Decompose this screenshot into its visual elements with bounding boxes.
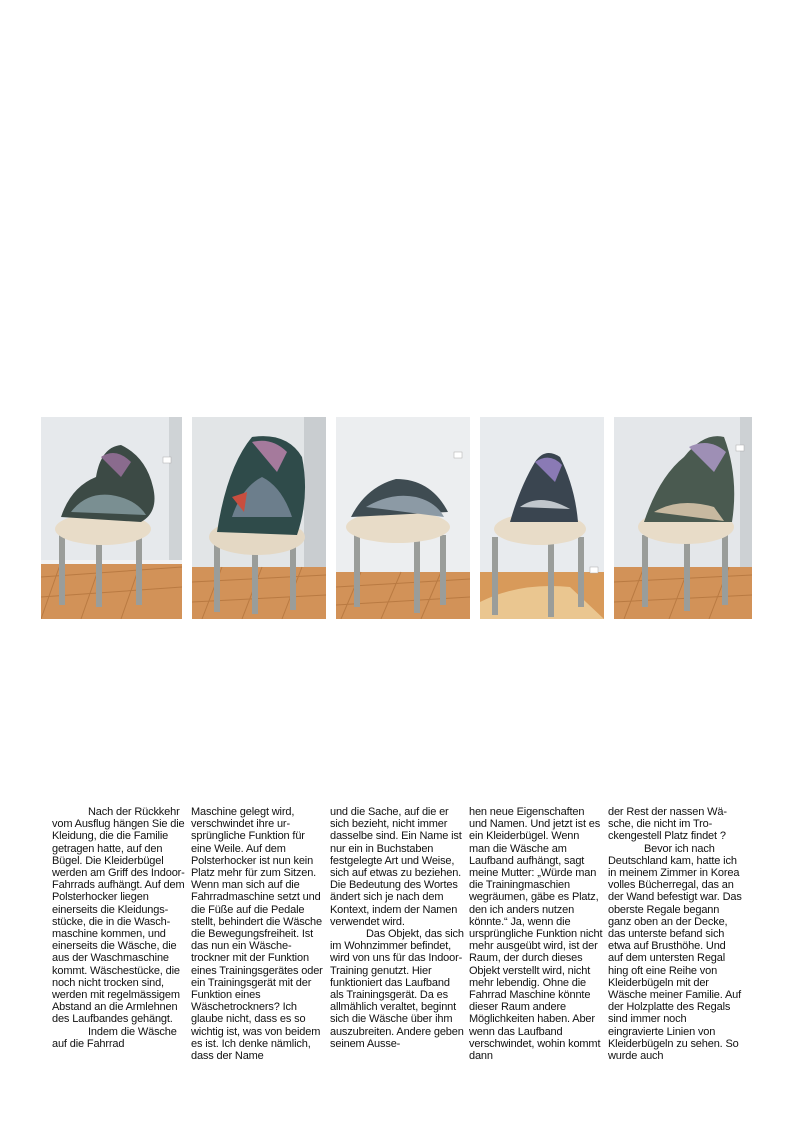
paragraph: hen neue Eigenschaften und Namen. Und jetzt ist es ein Kleiderbügel. Wenn man die Wäsche am Laufband aufhängt, sagt meine Mutter: „Würde man die Trainingmaschien wegräumen, gäbe es Platz, den ich anders nutzen könnte.“ Ja, wenn die ursprüngliche Funktion nicht mehr ausgeübt wird, ist der Raum, der durch dieses Objekt verstellt wird, nicht mehr lebendig. Ohne die Fahrrad Maschine könnte dieser Raum andere Möglichkeiten haben. Aber wenn das Laufband verschwindet, wohin kommt dann: [469, 806, 603, 1063]
photo-4: [480, 417, 604, 619]
text-column-2: [191, 806, 325, 1062]
paragraph: Nach der Rückkehr vom Ausflug hängen Sie die Kleidung, die die Familie getragen hatte, auf den Bügel. Die Kleiderbügel werden am Griff des Indoor-Fahrrads aufhängt. Auf dem Polsterhocker liegen einerseits die Kleidungsstücke, die in die Waschmaschine kommen, und einerseits die Wäsche, die aus der Waschmaschine kommt. Wäschestücke, die noch nicht trocken sind, werden mit regelmässigem Abstand an die Armlehnen des Laufbandes gehängt.: [52, 806, 185, 1026]
photo-5: [614, 417, 752, 619]
paragraph: Indem die Wäsche auf die Fahrrad: [52, 1025, 177, 1050]
photo-3: [336, 417, 470, 619]
photo-1: [41, 417, 182, 619]
text-column-3: [330, 806, 464, 1050]
text-column-4: [469, 806, 603, 1062]
paragraph: Maschine gelegt wird, verschwindet ihre ursprüngliche Funktion für eine Weile. Auf dem Polsterhocker ist nun kein Platz mehr für zum Sitzen. Wenn man sich auf die Fahrradmaschine setzt und die Füße auf die Pedale stellt, behindert die Wäsche die Bewegungsfreiheit. Ist das nun ein Wäschetrockner mit der Funktion eines Trainingsgerätes oder ein Trainingsgerät mit der Funktion eines Wäschetrockners? Ich glaube nicht, dass es so wichtig ist, was von beidem es ist. Ich denke nämlich, dass der Name: [191, 806, 323, 1063]
paragraph: Bevor ich nach Deutschland kam, hatte ich in meinem Zimmer in Korea volles Bücherregal, das an der Wand befestigt war. Das oberste Regale begann ganz oben an der Decke, das unterste befand sich etwa auf Brusthöhe. Und auf dem untersten Regal hing oft eine Reihe von Kleiderbügeln mit der Wäsche meiner Familie. Auf der Holzplatte des Regals sind immer noch eingravierte Linien von Kleiderbügeln zu sehen. So wurde auch: [608, 842, 742, 1063]
paragraph: und die Sache, auf die er sich bezieht, nicht immer dasselbe sind. Ein Name ist nur ein in Buchstaben festgelegte Art und Weise, sich auf etwas zu beziehen. Die Bedeutung des Wortes ändert sich je nach dem Kontext, indem der Namen verwendet wird.: [330, 806, 462, 928]
paragraph: Das Objekt, das sich im Wohnzimmer befindet, wird von uns für das Indoor-Training genutzt. Hier funktioniert das Laufband als Trainingsgerät. Da es allmählich veraltet, beginnt sich die Wäsche über ihm auszubreiten. Andere geben seinem Ausse-: [330, 928, 464, 1050]
photo-2: [192, 417, 326, 619]
paragraph: der Rest der nassen Wäsche, die nicht im Trockengestell Platz findet ?: [608, 806, 727, 843]
text-column-5: [608, 806, 742, 1062]
text-column-1: [52, 806, 186, 1050]
